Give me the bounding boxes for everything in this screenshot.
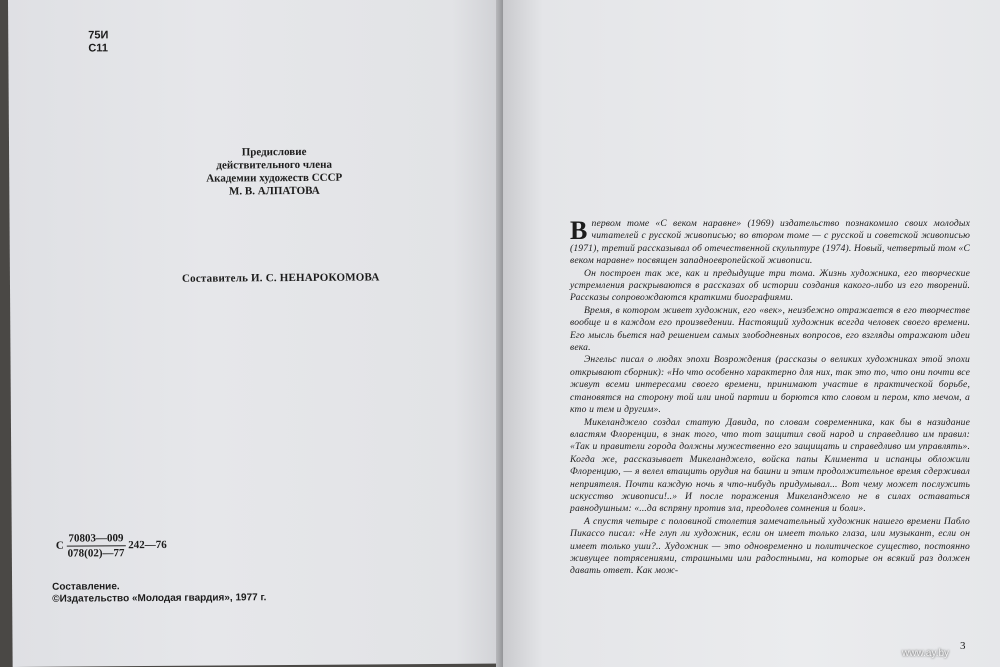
paragraph-text: первом томе «С веком наравне» (1969) издательство познакомило своих молодых читателей с русской живописью; во втором томе — с русской и советской живописью (1971), третий рассказывал об отечественной скульптуре (1974). Новый, четвертый том «С веком наравне» посвящен западноевропейской живописи. <box>570 218 970 267</box>
paragraph: Он построен так же, как и предыдущие три тома. Жизнь художника, его творческие устремления раскрываются в рассказах об истории создания какого-либо из его творений. Рассказы сопровождаются краткими биографиями. <box>570 267 970 304</box>
index-fraction <box>66 531 125 560</box>
drop-cap: В <box>570 216 588 245</box>
index-denominator: 078(02)—77 <box>67 547 125 560</box>
udc-line: 75И <box>88 29 109 42</box>
left-page <box>8 0 506 667</box>
udc-line: С11 <box>88 42 108 55</box>
preface-credit <box>159 145 389 199</box>
watermark: www.ay.by <box>902 648 950 659</box>
paragraph: Время, в котором живет художник, его «век», неизбежно отражается в его творчестве вообще и в каждом его произведении. Настоящий художник всегда человек своего времени. Его мысль бьется над решением самых злободневных вопросов, его взгляды отражают идеи века. <box>570 304 970 354</box>
copyright-notice <box>52 580 266 605</box>
preface-line: Академии художеств СССР <box>206 171 343 185</box>
compiler-credit: Составитель И. С. НЕНАРОКОМОВА <box>181 271 380 285</box>
copyright-line: Составление. <box>52 581 120 593</box>
copyright-line: ©Издательство «Молодая гвардия», 1977 г. <box>52 592 267 605</box>
body-text <box>570 218 970 578</box>
paragraph <box>570 218 970 268</box>
paragraph: Микеланджело создал статую Давида, по словам современника, как бы в назидание властям Флоренции, в знак того, что тот защитил свой народ и справедливо им правил: «Так и правители города должны мужественно его защищать и справедливо им управлять». Когда же, рассказывает Микеланджело, войска папы Климента и испанцы обложили Флоренцию, — я велел втащить орудия на башни и этим продолжительное время сдерживал неприятеля. Почти каждую ночь я что-нибудь придумывал... Вот чему может послужить искусство живописи!..» И после поражения Микеланджело не в силах оставаться равнодушным: «...да вспряну против зла, преодолев сомнения и боли». <box>570 416 970 515</box>
preface-line: действительного члена <box>216 158 332 172</box>
preface-line: Предисловие <box>241 145 307 159</box>
index-letter: С <box>55 539 64 552</box>
paragraph: Энгельс писал о людях эпохи Возрождения (рассказы о великих художниках этой эпохи открывают сборник): «Но что особенно характерно для них, так это то, что они почти все живут всеми интересами своего времени, принимают участие в практической борьбе, становятся на сторону той или иной партии и борются кто словом и пером, кто мечом, а кто и тем и другим». <box>570 354 970 416</box>
udc-code <box>88 29 108 55</box>
paragraph: А спустя четыре с половиной столетия замечательный художник нашего времени Пабло Пикассо писал: «Не глуп ли художник, если он имеет только глаза, или музыкант, если он имеет только уши?.. Художник — это одновременно и политическое существо, постоянно живущее потрясениями, страшными или радостными, на которые он всякий раз должен давать ответ. Как мож- <box>570 515 970 577</box>
index-code: 242—76 <box>128 538 167 552</box>
preface-line: М. В. АЛПАТОВА <box>228 184 320 198</box>
catalog-index <box>56 531 167 561</box>
page-number: 3 <box>960 640 966 652</box>
index-numerator: 70803—009 <box>66 531 125 546</box>
